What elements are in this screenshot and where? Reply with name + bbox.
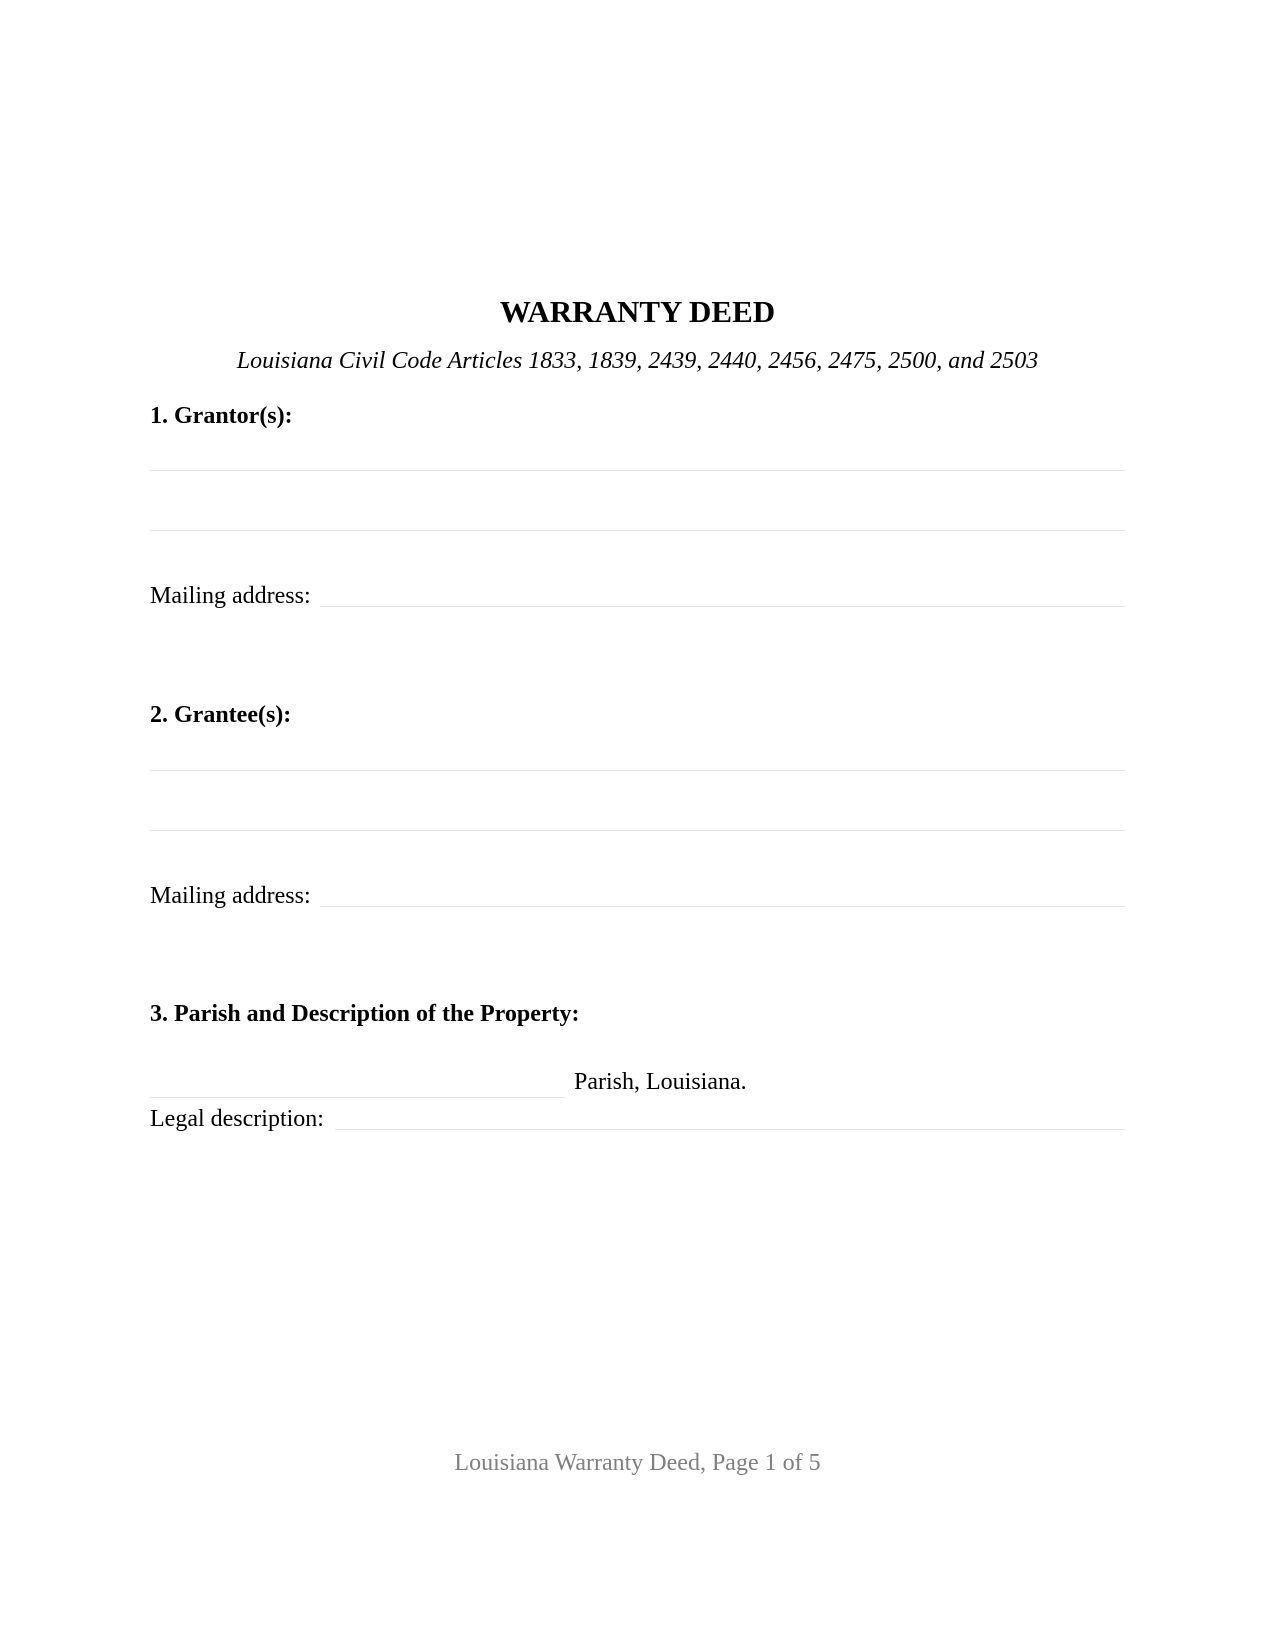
grantor-mailing-label: Mailing address: xyxy=(150,583,311,609)
grantor-heading: 1. Grantor(s): xyxy=(150,403,293,429)
grantee-mailing-field[interactable] xyxy=(320,906,1125,907)
grantee-mailing-label: Mailing address: xyxy=(150,883,311,909)
grantee-heading: 2. Grantee(s): xyxy=(150,702,292,728)
parish-suffix-text: Parish, Louisiana. xyxy=(574,1069,747,1095)
property-heading: 3. Parish and Description of the Property: xyxy=(150,1001,580,1027)
grantor-name-field-2[interactable] xyxy=(150,530,1125,531)
legal-description-field[interactable] xyxy=(335,1129,1125,1130)
grantor-mailing-field[interactable] xyxy=(320,606,1125,607)
grantee-name-field-2[interactable] xyxy=(150,830,1125,831)
page-footer: Louisiana Warranty Deed, Page 1 of 5 xyxy=(454,1450,821,1476)
legal-description-label: Legal description: xyxy=(150,1106,324,1132)
document-title: WARRANTY DEED xyxy=(499,294,776,329)
parish-name-field[interactable] xyxy=(150,1097,565,1098)
grantor-name-field[interactable] xyxy=(150,470,1125,471)
grantee-name-field[interactable] xyxy=(150,770,1125,771)
document-subtitle: Louisiana Civil Code Articles 1833, 1839, 2439, 2440, 2456, 2475, 2500, and 2503 xyxy=(236,348,1039,374)
